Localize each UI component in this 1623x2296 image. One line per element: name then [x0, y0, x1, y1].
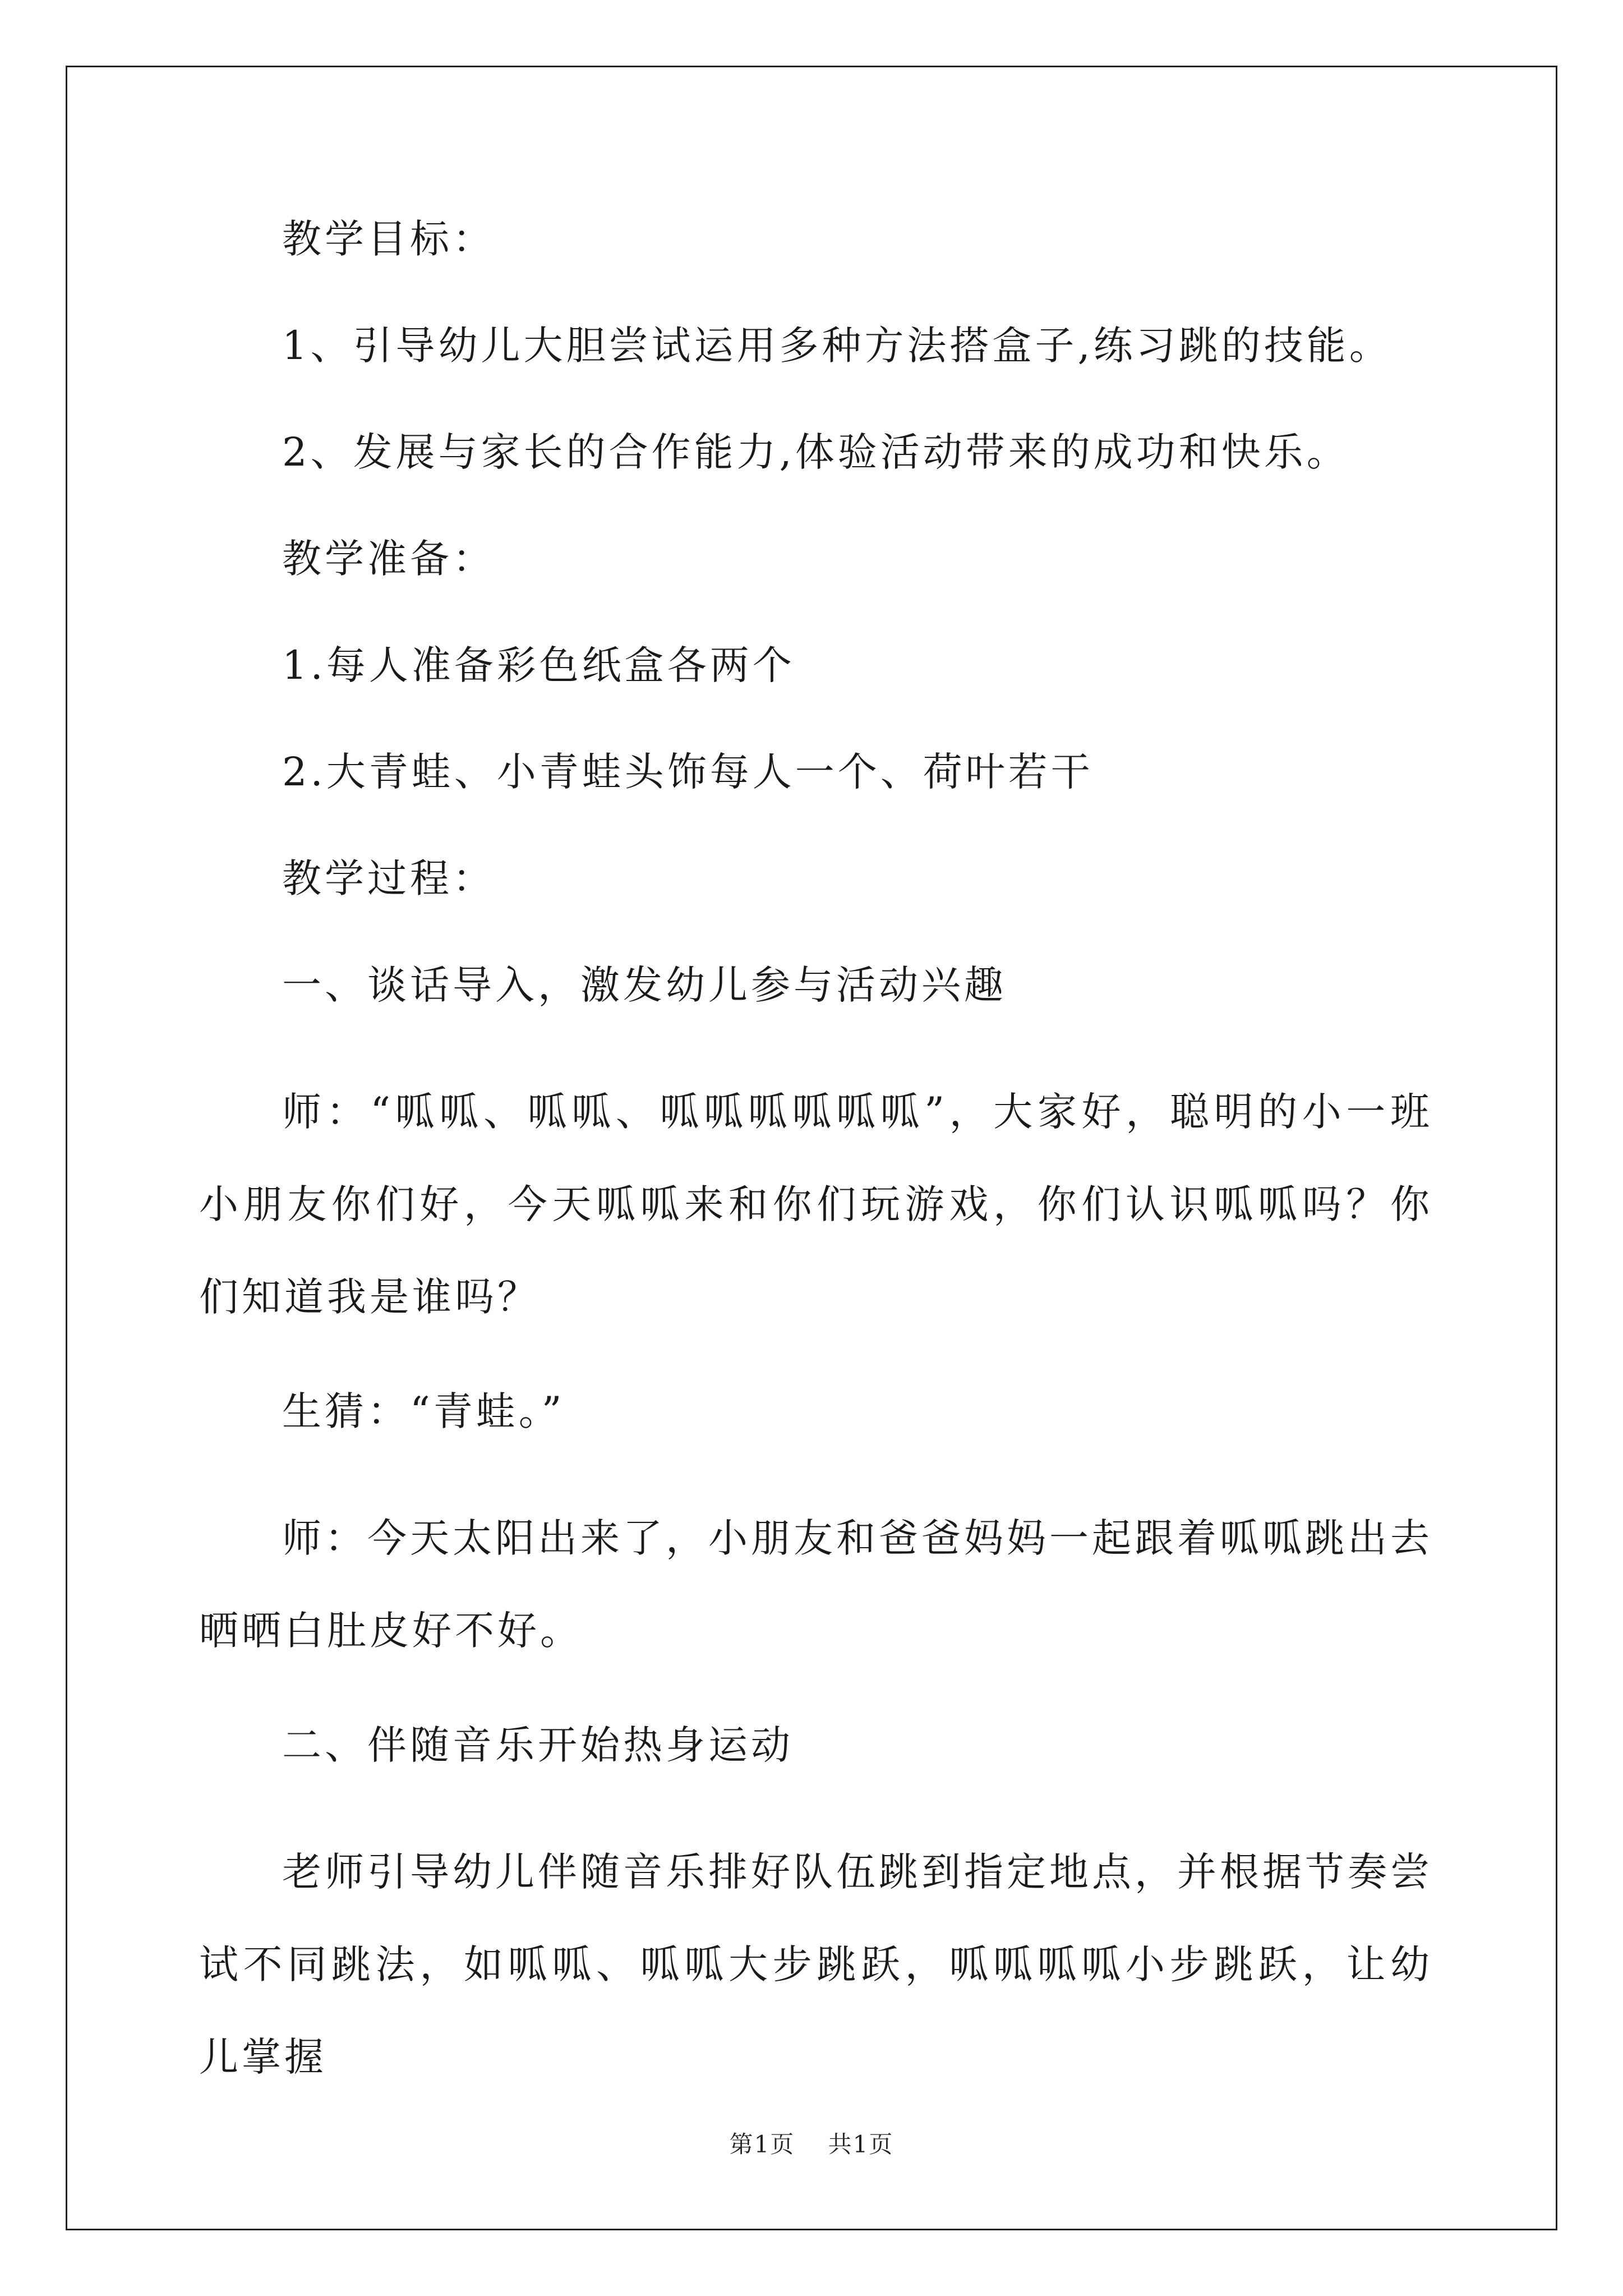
preparation-item-2: 2.大青蛙、小青蛙头饰每人一个、荷叶若干 [282, 749, 1094, 795]
goal-item-1: 1、引导幼儿大胆尝试运用多种方法搭盒子,练习跳的技能。 [282, 323, 1392, 369]
page-number-total: 共1页 [828, 2131, 894, 2158]
page-footer [0, 2126, 1623, 2160]
teacher-dialogue-1: 师：“呱呱、呱呱、呱呱呱呱呱呱”，大家好，聪明的小一班小朋友你们好，今天呱呱来和你们玩游戏，你们认识呱呱吗？你们知道我是谁吗？ [199, 1089, 1433, 1320]
heading-teaching-process: 教学过程： [282, 855, 495, 901]
student-reply: 生猜：“青蛙。” [282, 1388, 565, 1434]
process-step-2-title: 二、伴随音乐开始热身运动 [282, 1722, 794, 1768]
teacher-dialogue-2: 师：今天太阳出来了，小朋友和爸爸妈妈一起跟着呱呱跳出去晒晒白肚皮好不好。 [199, 1515, 1433, 1654]
document-body [199, 213, 1433, 2118]
preparation-item-1: 1.每人准备彩色纸盒各两个 [282, 642, 795, 688]
heading-teaching-preparation: 教学准备： [282, 536, 495, 582]
page-number-current: 第1页 [729, 2131, 795, 2158]
process-step-1-title: 一、谈话导入，激发幼儿参与活动兴趣 [282, 962, 1007, 1008]
goal-item-2: 2、发展与家长的合作能力,体验活动带来的成功和快乐。 [282, 429, 1349, 475]
heading-teaching-goals: 教学目标： [282, 216, 495, 262]
process-step-2-body: 老师引导幼儿伴随音乐排好队伍跳到指定地点，并根据节奏尝试不同跳法，如呱呱、呱呱大步跳跃，呱呱呱呱小步跳跃，让幼儿掌握 [199, 1849, 1433, 2080]
